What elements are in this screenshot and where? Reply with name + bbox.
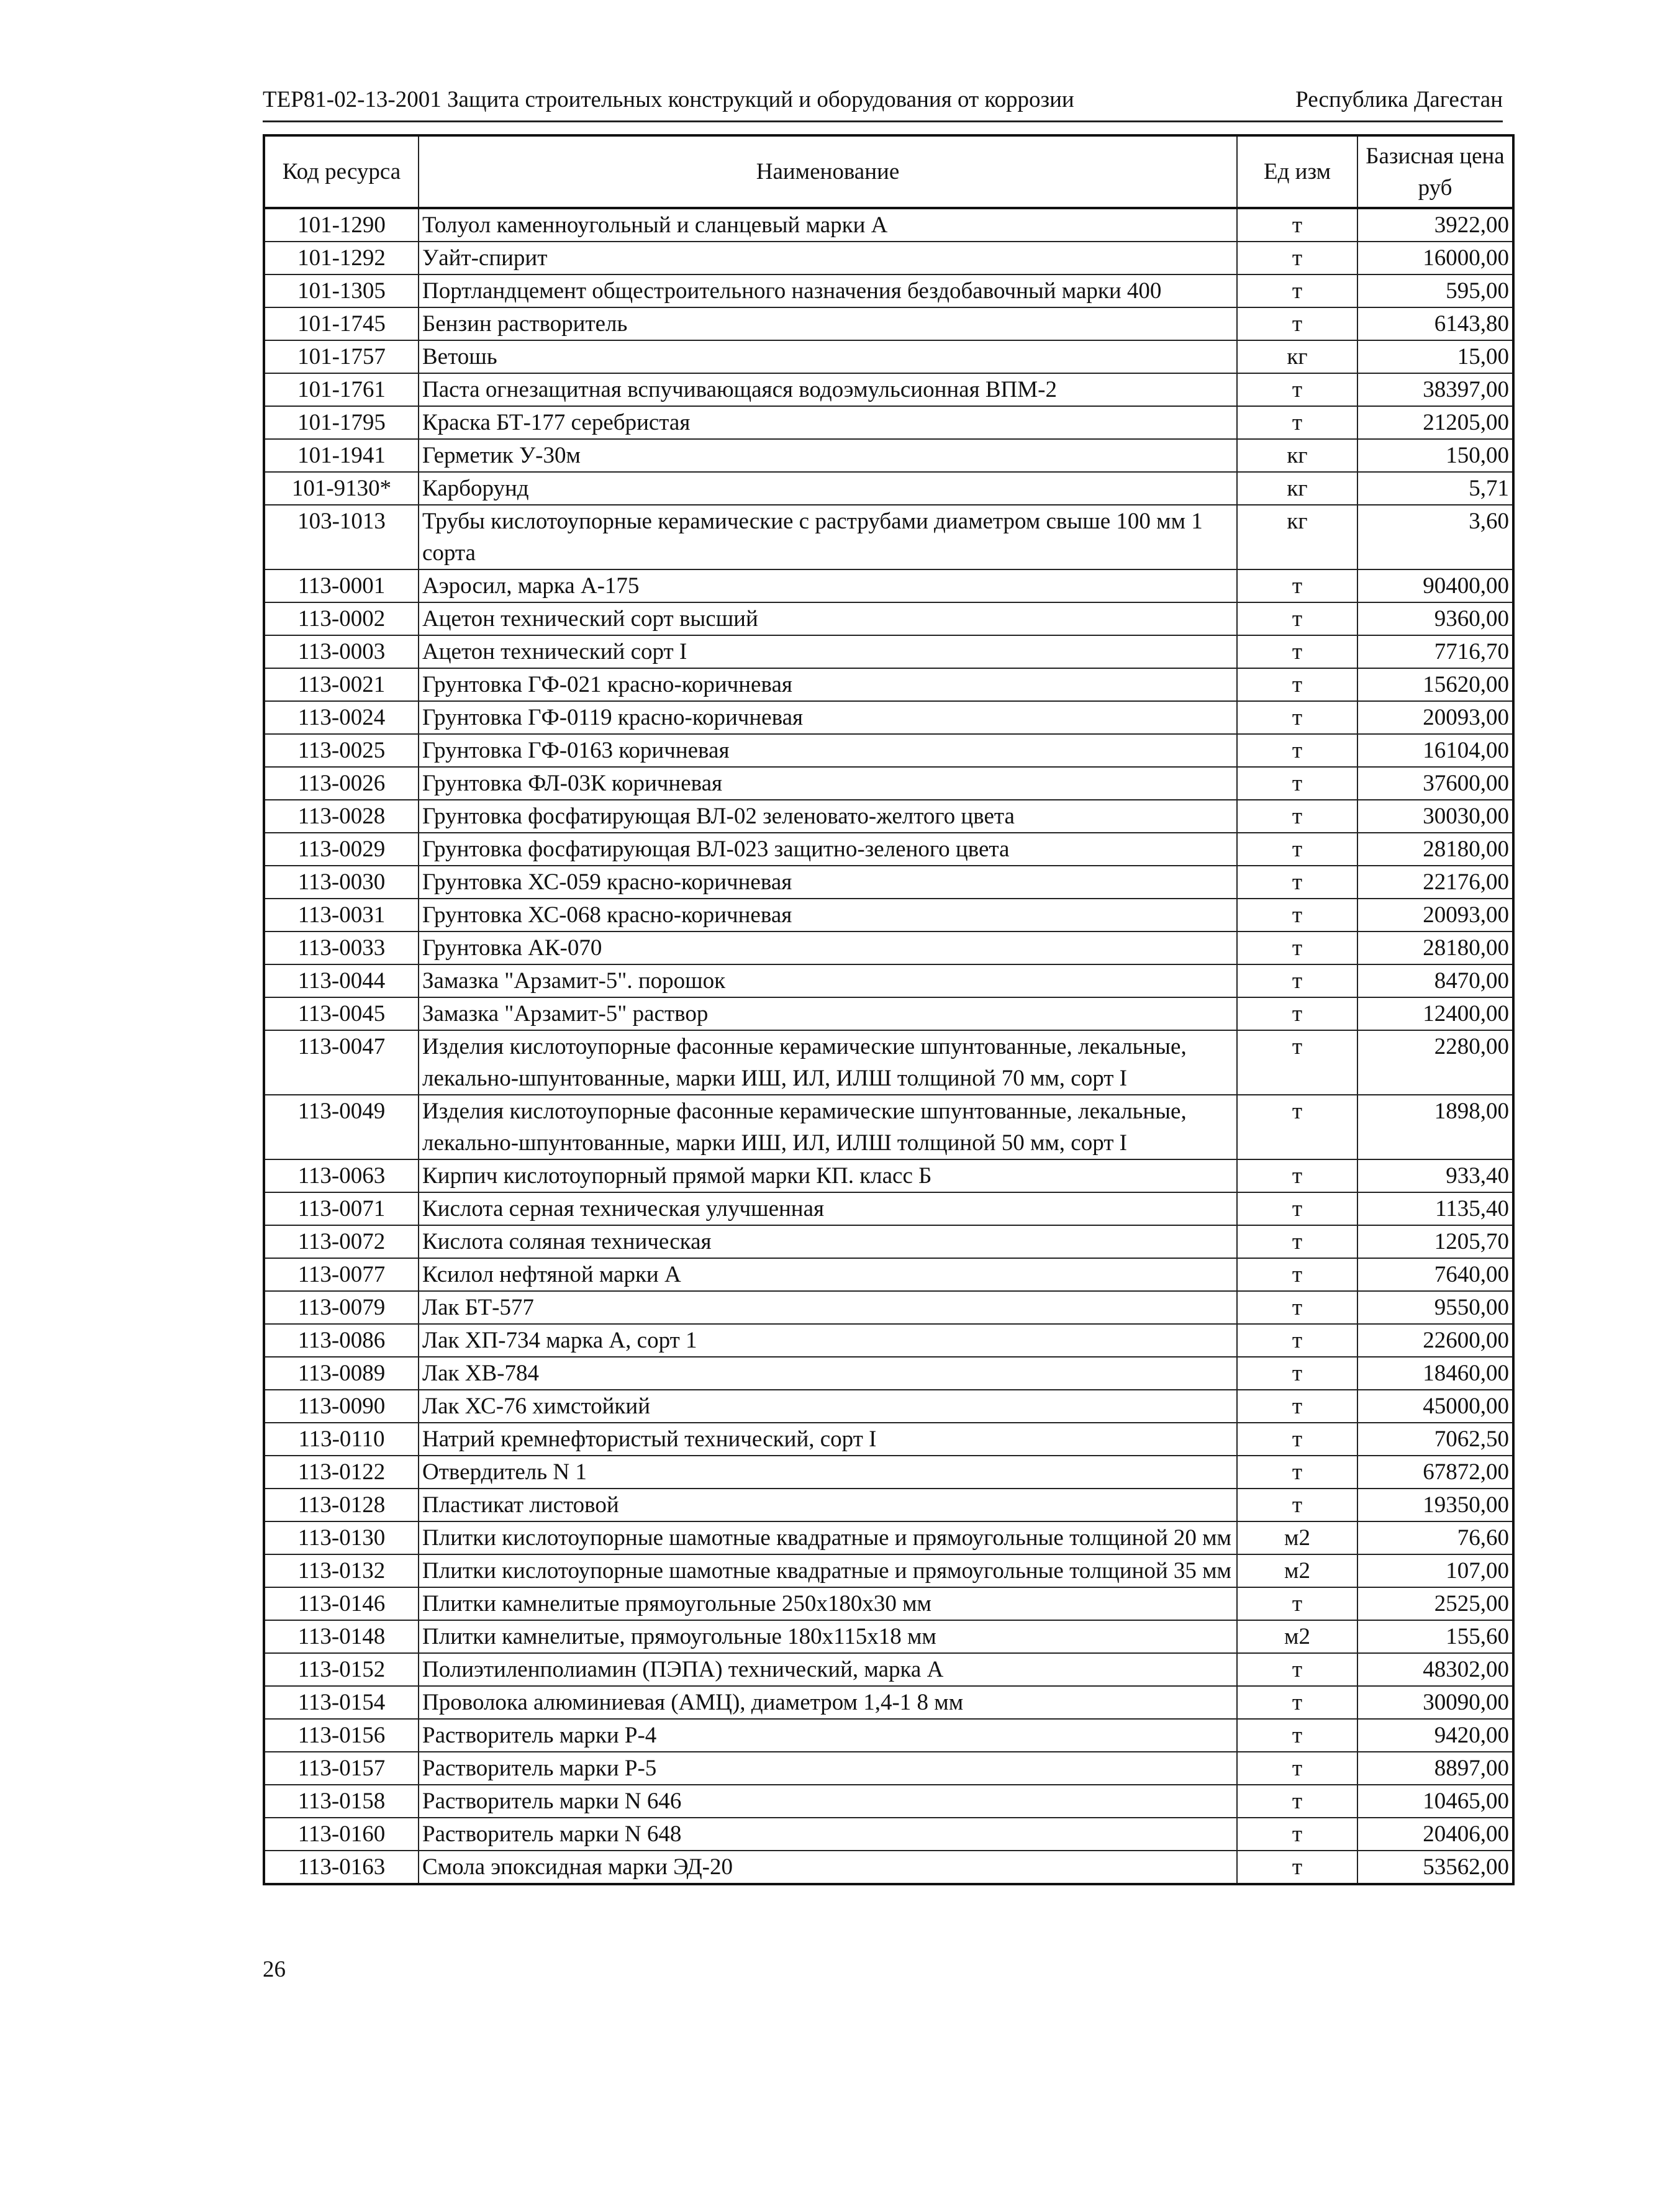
- table-row: [264, 866, 1513, 899]
- table-row: [264, 1258, 1513, 1291]
- cell-price: 90400,00: [1357, 569, 1513, 602]
- cell-name: Краска БТ-177 серебристая: [419, 406, 1237, 439]
- table-row: [264, 340, 1513, 373]
- cell-code: 113-0071: [264, 1192, 419, 1225]
- cell-code: 113-0002: [264, 602, 419, 635]
- cell-code: 113-0110: [264, 1423, 419, 1456]
- cell-unit: т: [1237, 1258, 1357, 1291]
- cell-price: 45000,00: [1357, 1390, 1513, 1423]
- cell-unit: т: [1237, 1653, 1357, 1686]
- cell-name: Изделия кислотоупорные фасонные керамические шпунтованные, лекальные, лекально-шпунтованные, марки ИШ, ИЛ, ИЛШ толщиной 70 мм, сорт I: [419, 1030, 1237, 1095]
- table-row: [264, 931, 1513, 964]
- cell-name: Уайт-спирит: [419, 242, 1237, 274]
- cell-name: Кислота соляная техническая: [419, 1225, 1237, 1258]
- cell-name: Растворитель марки Р-4: [419, 1719, 1237, 1752]
- cell-code: 113-0045: [264, 997, 419, 1030]
- table-row: [264, 1686, 1513, 1719]
- cell-unit: т: [1237, 1587, 1357, 1620]
- cell-code: 113-0024: [264, 701, 419, 734]
- cell-code: 113-0031: [264, 899, 419, 931]
- cell-code: 113-0122: [264, 1456, 419, 1489]
- cell-name: Карборунд: [419, 472, 1237, 505]
- cell-code: 113-0154: [264, 1686, 419, 1719]
- cell-unit: т: [1237, 899, 1357, 931]
- cell-code: 113-0079: [264, 1291, 419, 1324]
- cell-price: 933,40: [1357, 1159, 1513, 1192]
- cell-unit: т: [1237, 1192, 1357, 1225]
- cell-code: 113-0001: [264, 569, 419, 602]
- table-body: [264, 208, 1513, 1884]
- cell-name: Плитки кислотоупорные шамотные квадратные и прямоугольные толщиной 35 мм: [419, 1554, 1237, 1587]
- table-row: [264, 1095, 1513, 1159]
- cell-code: 113-0089: [264, 1357, 419, 1390]
- cell-name: Кислота серная техническая улучшенная: [419, 1192, 1237, 1225]
- table-row: [264, 1291, 1513, 1324]
- region-label: Республика Дагестан: [1295, 87, 1503, 112]
- table-row: [264, 1818, 1513, 1851]
- table-row: [264, 1752, 1513, 1785]
- cell-name: Толуол каменноугольный и сланцевый марки А: [419, 208, 1237, 242]
- cell-code: 101-1745: [264, 307, 419, 340]
- cell-unit: т: [1237, 1390, 1357, 1423]
- cell-name: Грунтовка ГФ-0119 красно-коричневая: [419, 701, 1237, 734]
- cell-price: 10465,00: [1357, 1785, 1513, 1818]
- table-header-row: [264, 135, 1513, 208]
- cell-unit: т: [1237, 373, 1357, 406]
- cell-name: Лак БТ-577: [419, 1291, 1237, 1324]
- cell-name: Ацетон технический сорт высший: [419, 602, 1237, 635]
- table-row: [264, 1192, 1513, 1225]
- cell-price: 38397,00: [1357, 373, 1513, 406]
- cell-name: Трубы кислотоупорные керамические с раструбами диаметром свыше 100 мм 1 сорта: [419, 505, 1237, 569]
- column-header-name: Наименование: [419, 135, 1237, 208]
- cell-unit: т: [1237, 1752, 1357, 1785]
- cell-name: Замазка "Арзамит-5". порошок: [419, 964, 1237, 997]
- cell-price: 7640,00: [1357, 1258, 1513, 1291]
- cell-unit: т: [1237, 1686, 1357, 1719]
- cell-unit: т: [1237, 1423, 1357, 1456]
- table-row: [264, 1030, 1513, 1095]
- cell-name: Лак ХП-734 марка А, сорт 1: [419, 1324, 1237, 1357]
- cell-code: 113-0086: [264, 1324, 419, 1357]
- cell-name: Грунтовка фосфатирующая ВЛ-023 защитно-зеленого цвета: [419, 833, 1237, 866]
- cell-unit: т: [1237, 931, 1357, 964]
- cell-code: 113-0026: [264, 767, 419, 800]
- cell-price: 15,00: [1357, 340, 1513, 373]
- cell-name: Лак ХВ-784: [419, 1357, 1237, 1390]
- table-row: [264, 1785, 1513, 1818]
- cell-code: 113-0033: [264, 931, 419, 964]
- cell-name: Замазка "Арзамит-5" раствор: [419, 997, 1237, 1030]
- cell-price: 7716,70: [1357, 635, 1513, 668]
- cell-unit: м2: [1237, 1620, 1357, 1653]
- table-row: [264, 406, 1513, 439]
- cell-price: 48302,00: [1357, 1653, 1513, 1686]
- table-row: [264, 208, 1513, 242]
- cell-code: 101-1292: [264, 242, 419, 274]
- table-row: [264, 1620, 1513, 1653]
- cell-price: 22600,00: [1357, 1324, 1513, 1357]
- table-row: [264, 1653, 1513, 1686]
- table-row: [264, 242, 1513, 274]
- cell-name: Плитки камнелитые, прямоугольные 180х115х18 мм: [419, 1620, 1237, 1653]
- cell-code: 103-1013: [264, 505, 419, 569]
- cell-name: Смола эпоксидная марки ЭД-20: [419, 1851, 1237, 1884]
- cell-unit: т: [1237, 1456, 1357, 1489]
- cell-unit: т: [1237, 1851, 1357, 1884]
- cell-code: 113-0063: [264, 1159, 419, 1192]
- table-row: [264, 569, 1513, 602]
- cell-name: Изделия кислотоупорные фасонные керамические шпунтованные, лекальные, лекально-шпунтованные, марки ИШ, ИЛ, ИЛШ толщиной 50 мм, сорт I: [419, 1095, 1237, 1159]
- table-row: [264, 274, 1513, 307]
- table-row: [264, 767, 1513, 800]
- cell-code: 113-0160: [264, 1818, 419, 1851]
- cell-unit: т: [1237, 866, 1357, 899]
- cell-unit: м2: [1237, 1554, 1357, 1587]
- cell-unit: кг: [1237, 472, 1357, 505]
- cell-code: 113-0148: [264, 1620, 419, 1653]
- page-header: [263, 79, 1503, 122]
- cell-code: 113-0152: [264, 1653, 419, 1686]
- cell-price: 12400,00: [1357, 997, 1513, 1030]
- cell-name: Пластикат листовой: [419, 1489, 1237, 1521]
- cell-unit: т: [1237, 1324, 1357, 1357]
- column-header-price: Базисная цена руб: [1357, 135, 1513, 208]
- table-header: [264, 135, 1513, 208]
- cell-code: 113-0132: [264, 1554, 419, 1587]
- table-row: [264, 1554, 1513, 1587]
- cell-price: 3,60: [1357, 505, 1513, 569]
- cell-price: 37600,00: [1357, 767, 1513, 800]
- cell-code: 101-1795: [264, 406, 419, 439]
- cell-unit: т: [1237, 701, 1357, 734]
- table-row: [264, 701, 1513, 734]
- table-row: [264, 1159, 1513, 1192]
- cell-unit: т: [1237, 602, 1357, 635]
- table-row: [264, 734, 1513, 767]
- cell-unit: т: [1237, 569, 1357, 602]
- cell-price: 30090,00: [1357, 1686, 1513, 1719]
- cell-unit: т: [1237, 242, 1357, 274]
- cell-name: Грунтовка АК-070: [419, 931, 1237, 964]
- cell-price: 8470,00: [1357, 964, 1513, 997]
- cell-unit: м2: [1237, 1521, 1357, 1554]
- cell-name: Грунтовка ГФ-0163 коричневая: [419, 734, 1237, 767]
- table-row: [264, 1719, 1513, 1752]
- cell-unit: т: [1237, 668, 1357, 701]
- cell-price: 20406,00: [1357, 1818, 1513, 1851]
- table-row: [264, 472, 1513, 505]
- cell-name: Ветошь: [419, 340, 1237, 373]
- cell-name: Проволока алюминиевая (АМЦ), диаметром 1,4-1 8 мм: [419, 1686, 1237, 1719]
- page-number: 26: [263, 1957, 286, 1982]
- cell-code: 113-0047: [264, 1030, 419, 1095]
- cell-name: Грунтовка ХС-059 красно-коричневая: [419, 866, 1237, 899]
- table-row: [264, 1851, 1513, 1884]
- cell-unit: т: [1237, 1291, 1357, 1324]
- cell-unit: т: [1237, 406, 1357, 439]
- cell-name: Грунтовка ФЛ-03К коричневая: [419, 767, 1237, 800]
- table-row: [264, 307, 1513, 340]
- cell-name: Натрий кремнефтористый технический, сорт I: [419, 1423, 1237, 1456]
- cell-code: 101-1941: [264, 439, 419, 472]
- cell-price: 28180,00: [1357, 931, 1513, 964]
- cell-price: 67872,00: [1357, 1456, 1513, 1489]
- cell-name: Ксилол нефтяной марки А: [419, 1258, 1237, 1291]
- cell-unit: т: [1237, 767, 1357, 800]
- cell-price: 2525,00: [1357, 1587, 1513, 1620]
- table-row: [264, 1423, 1513, 1456]
- cell-name: Грунтовка ХС-068 красно-коричневая: [419, 899, 1237, 931]
- cell-price: 1135,40: [1357, 1192, 1513, 1225]
- table-row: [264, 1521, 1513, 1554]
- cell-name: Кирпич кислотоупорный прямой марки КП. класс Б: [419, 1159, 1237, 1192]
- cell-code: 113-0044: [264, 964, 419, 997]
- cell-price: 1205,70: [1357, 1225, 1513, 1258]
- cell-price: 1898,00: [1357, 1095, 1513, 1159]
- table-row: [264, 1225, 1513, 1258]
- cell-code: 113-0128: [264, 1489, 419, 1521]
- resource-price-table-container: [263, 134, 1512, 1885]
- cell-name: Портландцемент общестроительного назначения бездобавочный марки 400: [419, 274, 1237, 307]
- cell-price: 5,71: [1357, 472, 1513, 505]
- cell-name: Грунтовка фосфатирующая ВЛ-02 зеленовато-желтого цвета: [419, 800, 1237, 833]
- cell-code: 113-0130: [264, 1521, 419, 1554]
- cell-price: 155,60: [1357, 1620, 1513, 1653]
- cell-code: 113-0049: [264, 1095, 419, 1159]
- cell-unit: т: [1237, 208, 1357, 242]
- cell-name: Бензин растворитель: [419, 307, 1237, 340]
- cell-price: 15620,00: [1357, 668, 1513, 701]
- resource-price-table: [263, 134, 1515, 1885]
- table-row: [264, 439, 1513, 472]
- cell-code: 113-0028: [264, 800, 419, 833]
- cell-unit: кг: [1237, 340, 1357, 373]
- cell-price: 150,00: [1357, 439, 1513, 472]
- cell-unit: т: [1237, 800, 1357, 833]
- cell-price: 7062,50: [1357, 1423, 1513, 1456]
- cell-price: 595,00: [1357, 274, 1513, 307]
- cell-code: 113-0003: [264, 635, 419, 668]
- cell-name: Аэросил, марка А-175: [419, 569, 1237, 602]
- cell-price: 21205,00: [1357, 406, 1513, 439]
- cell-price: 16000,00: [1357, 242, 1513, 274]
- cell-code: 113-0163: [264, 1851, 419, 1884]
- cell-name: Плитки камнелитые прямоугольные 250х180х30 мм: [419, 1587, 1237, 1620]
- cell-price: 9420,00: [1357, 1719, 1513, 1752]
- cell-price: 3922,00: [1357, 208, 1513, 242]
- cell-name: Растворитель марки N 646: [419, 1785, 1237, 1818]
- cell-code: 113-0156: [264, 1719, 419, 1752]
- table-row: [264, 1324, 1513, 1357]
- cell-unit: т: [1237, 274, 1357, 307]
- cell-code: 101-1290: [264, 208, 419, 242]
- cell-price: 9550,00: [1357, 1291, 1513, 1324]
- cell-code: 113-0072: [264, 1225, 419, 1258]
- cell-unit: т: [1237, 1225, 1357, 1258]
- cell-code: 101-1761: [264, 373, 419, 406]
- cell-price: 8897,00: [1357, 1752, 1513, 1785]
- table-row: [264, 635, 1513, 668]
- cell-price: 6143,80: [1357, 307, 1513, 340]
- cell-unit: т: [1237, 1030, 1357, 1095]
- cell-name: Растворитель марки N 648: [419, 1818, 1237, 1851]
- cell-unit: т: [1237, 1095, 1357, 1159]
- cell-price: 76,60: [1357, 1521, 1513, 1554]
- table-row: [264, 1456, 1513, 1489]
- cell-name: Лак ХС-76 химстойкий: [419, 1390, 1237, 1423]
- cell-code: 101-1305: [264, 274, 419, 307]
- document-title: ТЕР81-02-13-2001 Защита строительных конструкций и оборудования от коррозии: [263, 87, 1074, 112]
- cell-unit: т: [1237, 1719, 1357, 1752]
- table-row: [264, 1357, 1513, 1390]
- column-header-code: Код ресурса: [264, 135, 419, 208]
- cell-unit: т: [1237, 1818, 1357, 1851]
- cell-price: 19350,00: [1357, 1489, 1513, 1521]
- cell-unit: т: [1237, 1785, 1357, 1818]
- cell-unit: т: [1237, 635, 1357, 668]
- table-row: [264, 833, 1513, 866]
- cell-unit: т: [1237, 734, 1357, 767]
- cell-code: 113-0025: [264, 734, 419, 767]
- cell-name: Полиэтиленполиамин (ПЭПА) технический, марка А: [419, 1653, 1237, 1686]
- cell-unit: кг: [1237, 505, 1357, 569]
- table-row: [264, 602, 1513, 635]
- table-row: [264, 997, 1513, 1030]
- cell-code: 113-0158: [264, 1785, 419, 1818]
- cell-price: 30030,00: [1357, 800, 1513, 833]
- cell-price: 9360,00: [1357, 602, 1513, 635]
- cell-price: 2280,00: [1357, 1030, 1513, 1095]
- table-row: [264, 1489, 1513, 1521]
- cell-name: Герметик У-30м: [419, 439, 1237, 472]
- cell-price: 22176,00: [1357, 866, 1513, 899]
- cell-name: Паста огнезащитная вспучивающаяся водоэмульсионная ВПМ-2: [419, 373, 1237, 406]
- cell-price: 16104,00: [1357, 734, 1513, 767]
- table-row: [264, 373, 1513, 406]
- cell-name: Плитки кислотоупорные шамотные квадратные и прямоугольные толщиной 20 мм: [419, 1521, 1237, 1554]
- cell-code: 113-0146: [264, 1587, 419, 1620]
- table-row: [264, 1390, 1513, 1423]
- cell-price: 107,00: [1357, 1554, 1513, 1587]
- cell-code: 113-0090: [264, 1390, 419, 1423]
- cell-price: 28180,00: [1357, 833, 1513, 866]
- cell-price: 20093,00: [1357, 899, 1513, 931]
- cell-price: 53562,00: [1357, 1851, 1513, 1884]
- cell-code: 113-0077: [264, 1258, 419, 1291]
- cell-unit: т: [1237, 997, 1357, 1030]
- column-header-unit: Ед изм: [1237, 135, 1357, 208]
- cell-unit: кг: [1237, 439, 1357, 472]
- cell-unit: т: [1237, 307, 1357, 340]
- cell-unit: т: [1237, 1489, 1357, 1521]
- table-row: [264, 800, 1513, 833]
- cell-name: Растворитель марки Р-5: [419, 1752, 1237, 1785]
- cell-code: 113-0021: [264, 668, 419, 701]
- cell-name: Отвердитель N 1: [419, 1456, 1237, 1489]
- cell-unit: т: [1237, 833, 1357, 866]
- cell-unit: т: [1237, 1357, 1357, 1390]
- table-row: [264, 668, 1513, 701]
- cell-code: 101-9130*: [264, 472, 419, 505]
- cell-name: Грунтовка ГФ-021 красно-коричневая: [419, 668, 1237, 701]
- cell-code: 113-0029: [264, 833, 419, 866]
- cell-code: 101-1757: [264, 340, 419, 373]
- cell-name: Ацетон технический сорт I: [419, 635, 1237, 668]
- cell-code: 113-0030: [264, 866, 419, 899]
- cell-unit: т: [1237, 964, 1357, 997]
- cell-price: 20093,00: [1357, 701, 1513, 734]
- table-row: [264, 964, 1513, 997]
- table-row: [264, 505, 1513, 569]
- cell-price: 18460,00: [1357, 1357, 1513, 1390]
- table-row: [264, 1587, 1513, 1620]
- cell-code: 113-0157: [264, 1752, 419, 1785]
- table-row: [264, 899, 1513, 931]
- cell-unit: т: [1237, 1159, 1357, 1192]
